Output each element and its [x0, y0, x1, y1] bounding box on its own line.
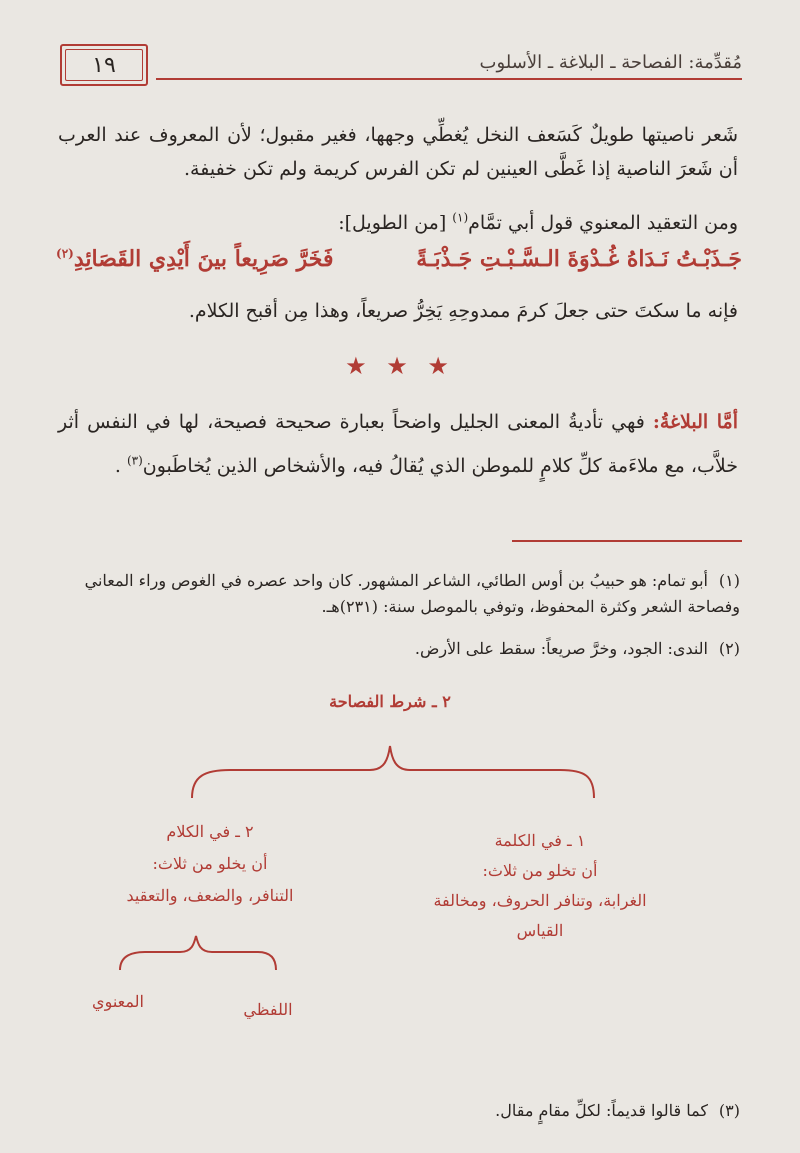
footnote-ref-3: (٣)	[126, 453, 143, 468]
paragraph-2	[58, 206, 738, 240]
branch-speech-line1: أن يخلو من ثلاث:	[152, 854, 268, 873]
footnote-1-text: أبو تمام: هو حبيبُ بن أوس الطائي، الشاعر المشهور. كان واحد عصره في الغوص وراء المعاني وفصاحة الشعر وكثرة المحفوظ، وتوفي بالموصل سنة: (٢٣١)هـ.	[84, 571, 740, 616]
page-number: ١٩	[60, 44, 148, 86]
branch-word-line3: القياس	[516, 921, 564, 940]
footnote-ref-2: (٢)	[56, 246, 74, 261]
balagha-definition: فهي تأديةُ المعنى الجليل واضحاً بعبارة صحيحة فصيحة، لها في النفس أثر خلاَّب، مع ملاءَمة كلِّ كلامٍ للموطن الذي يُقالُ فيه، والأشخاص الذين يُخاطَبون	[58, 411, 738, 477]
diagram-title: ٢ ـ شرط الفصاحة	[329, 692, 451, 711]
footnote-2-number: (٢)	[718, 639, 740, 658]
branch-speech	[110, 816, 310, 912]
footnote-3-number: (٣)	[718, 1101, 740, 1120]
footnote-3	[56, 1098, 740, 1124]
paragraph-2-text: ومن التعقيد المعنوي قول أبي تمَّام	[468, 212, 738, 234]
header-rule	[156, 78, 742, 80]
period: .	[114, 455, 121, 477]
verse-second-text: فَخَرَّ صَرِيعاً بينَ أَيْدِي القَصَائِدِ	[73, 246, 334, 272]
main-brace	[192, 746, 594, 798]
verse-second-hemistich	[56, 246, 334, 272]
footnote-ref-1: (١)	[452, 210, 469, 225]
poem-verse	[56, 238, 742, 282]
leaf-lafzi: اللفظي	[243, 1000, 293, 1019]
footnote-1-number: (١)	[718, 571, 740, 590]
footnote-2-text: الندى: الجود، وخرَّ صريعاً: سقط على الأرض.	[414, 639, 708, 658]
branch-word-line2: الغرابة، وتنافر الحروف، ومخالفة	[433, 891, 647, 910]
fasaha-conditions-diagram	[0, 680, 800, 1080]
branch-word	[430, 826, 650, 946]
running-title: مُقدِّمة: الفصاحة ـ البلاغة ـ الأسلوب	[479, 52, 742, 73]
footnote-3-text: كما قالوا قديماً: لكلِّ مقامٍ مقال.	[495, 1101, 708, 1120]
paragraph-balagha	[58, 400, 738, 488]
leaf-manawi: المعنوي	[92, 992, 144, 1011]
section-divider-stars: ★ ★ ★	[345, 352, 455, 380]
branch-speech-line2: التنافر، والضعف، والتعقيد	[126, 886, 294, 905]
footnote-separator	[512, 540, 742, 542]
paragraph-1: شَعر ناصيتها طويلٌ كَسَعف النخل يُغطِّي وجهها، فغير مقبول؛ لأن المعروف عند العرب أن شَعرَ الناصية إذا غَطَّى العينين لم تكن الفرس كريمة ولم تكن خفيفة.	[58, 124, 738, 180]
balagha-term: أمَّا البلاغةُ:	[652, 411, 738, 433]
page-header	[60, 40, 742, 88]
footnote-1	[56, 568, 740, 620]
meter-label: [من الطويل]:	[338, 212, 453, 234]
sub-brace	[120, 936, 276, 970]
footnote-2	[56, 636, 740, 662]
branch-speech-title: ٢ ـ في الكلام	[166, 822, 254, 841]
verse-first-hemistich: جَـذَبْـتُ نَـدَاهُ غُـدْوَةَ الـسَّـبْـتِ جَـذْبَـةً	[416, 246, 742, 272]
branch-word-line1: أن تخلو من ثلاث:	[482, 861, 598, 880]
paragraph-3: فإنه ما سكتَ حتى جعلَ كرمَ ممدوحِهِ يَخِرُّ صريعاً، وهذا مِن أقبح الكلام.	[188, 300, 738, 322]
branch-word-title: ١ ـ في الكلمة	[494, 831, 586, 850]
